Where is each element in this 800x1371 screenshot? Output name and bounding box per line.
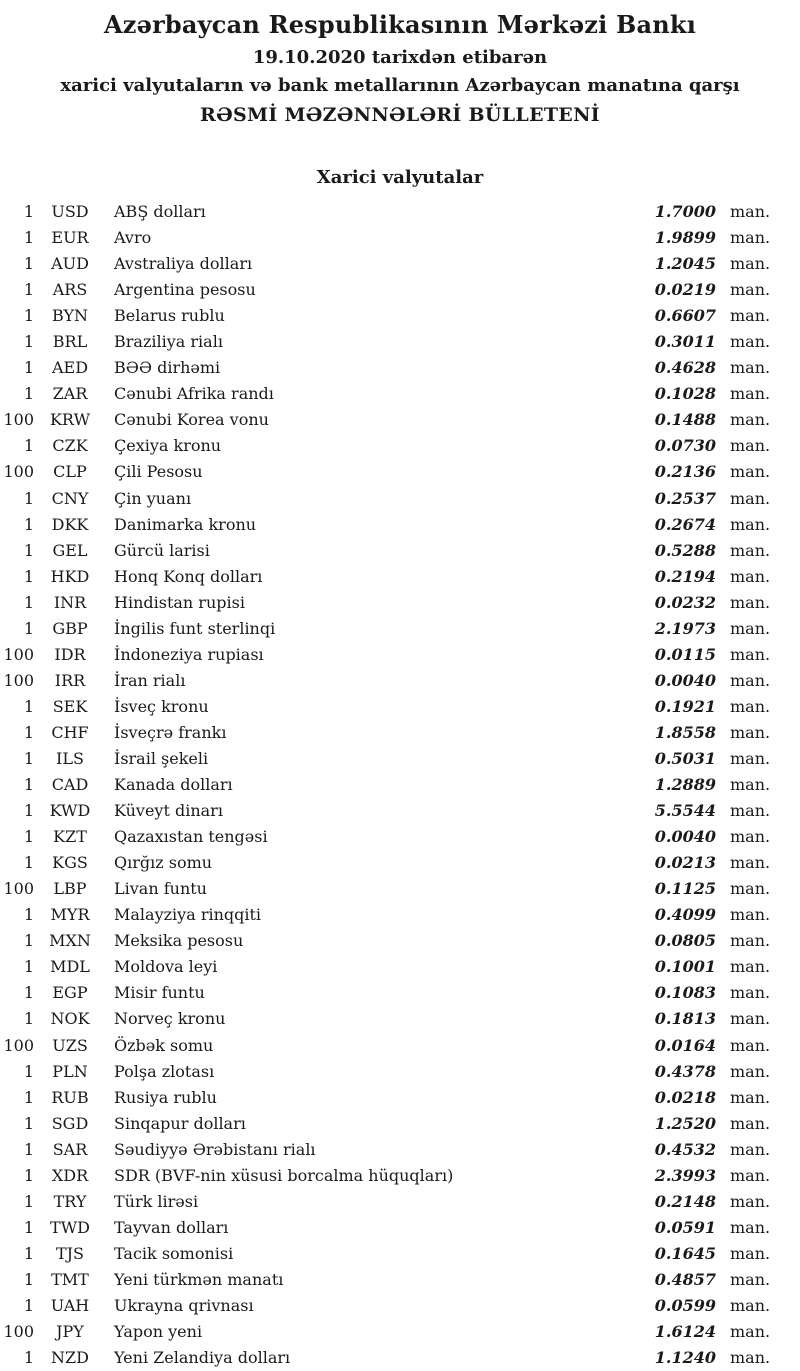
currency-row (0, 1293, 800, 1319)
currency-code: CHF (51, 722, 89, 742)
currency-quantity: 1 (23, 957, 34, 977)
currency-row (0, 1319, 800, 1345)
currency-row (0, 902, 800, 928)
currency-unit-label: man. (730, 1295, 771, 1315)
currency-rate: 1.9899 (654, 228, 716, 248)
currency-row (0, 199, 800, 225)
currency-unit-label: man. (730, 254, 771, 274)
currency-quantity: 100 (3, 644, 34, 664)
currency-unit-label: man. (730, 332, 771, 352)
currency-quantity: 1 (23, 1165, 34, 1185)
currency-code: GEL (52, 540, 88, 560)
currency-unit-label: man. (730, 410, 771, 430)
currency-row (0, 1006, 800, 1032)
currency-row (0, 1033, 800, 1059)
currency-row (0, 1085, 800, 1111)
currency-quantity: 100 (3, 462, 34, 482)
currency-row (0, 329, 800, 355)
currency-row (0, 1345, 800, 1371)
currency-unit-label: man. (730, 983, 771, 1003)
currency-code: NZD (51, 1348, 89, 1368)
currency-rate: 0.5288 (654, 540, 716, 560)
currency-name: SDR (BVF-nin xüsusi borcalma hüquqları) (114, 1165, 454, 1185)
currency-unit-label: man. (730, 827, 771, 847)
currency-row (0, 1189, 800, 1215)
currency-row (0, 980, 800, 1006)
currency-row (0, 1163, 800, 1189)
currency-quantity: 1 (23, 1009, 34, 1029)
currency-name: Malayziya rinqqiti (114, 905, 262, 925)
currency-row (0, 954, 800, 980)
currency-code: ILS (56, 748, 84, 768)
currency-code: JPY (56, 1322, 84, 1342)
currency-quantity: 1 (23, 1139, 34, 1159)
currency-quantity: 100 (3, 1035, 34, 1055)
currency-unit-label: man. (730, 384, 771, 404)
currency-code: IRR (54, 670, 86, 690)
currency-code: BRL (52, 332, 88, 352)
currency-name: Danimarka kronu (114, 514, 257, 534)
currency-rate: 1.2520 (654, 1113, 716, 1133)
bank-title: Azərbaycan Respublikasının Mərkəzi Bankı (103, 10, 697, 39)
currency-name: Avstraliya dolları (114, 254, 253, 274)
currency-quantity: 1 (23, 332, 34, 352)
currency-code: TJS (55, 1243, 85, 1263)
currency-unit-label: man. (730, 879, 771, 899)
currency-quantity: 1 (23, 1191, 34, 1211)
currency-code: INR (53, 592, 87, 612)
currency-quantity: 1 (23, 827, 34, 847)
currency-rate: 1.6124 (654, 1322, 716, 1342)
currency-name: İngilis funt sterlinqi (114, 618, 276, 638)
currency-code: KGS (52, 853, 88, 873)
currency-rate: 0.2194 (654, 566, 716, 586)
currency-rate: 0.1125 (654, 879, 716, 899)
currency-quantity: 100 (3, 1322, 34, 1342)
currency-code: KRW (49, 410, 91, 430)
currency-name: Belarus rublu (114, 306, 225, 326)
currency-unit-label: man. (730, 358, 771, 378)
currency-row (0, 407, 800, 433)
currency-rate: 2.3993 (654, 1165, 716, 1185)
currency-code: MDL (50, 957, 90, 977)
currency-code: DKK (51, 514, 89, 534)
currency-rate: 0.0164 (654, 1035, 716, 1055)
currency-code: KWD (49, 801, 91, 821)
currency-unit-label: man. (730, 670, 771, 690)
currency-code: UZS (52, 1035, 88, 1055)
currency-rate: 0.4628 (654, 358, 716, 378)
currency-unit-label: man. (730, 1269, 771, 1289)
currency-code: RUB (51, 1087, 89, 1107)
currency-unit-label: man. (730, 696, 771, 716)
effective-date-line: 19.10.2020 tarixdən etibarən (252, 47, 548, 68)
currency-rate: 0.0040 (654, 670, 716, 690)
currency-unit-label: man. (730, 1035, 771, 1055)
currency-quantity: 1 (23, 228, 34, 248)
currency-rate: 0.0232 (654, 592, 716, 612)
currency-unit-label: man. (730, 1348, 771, 1368)
currency-name: Qırğız somu (114, 853, 213, 873)
currency-unit-label: man. (730, 540, 771, 560)
currency-unit-label: man. (730, 1165, 771, 1185)
currency-name: BƏƏ dirhəmi (114, 358, 221, 378)
currency-code: MXN (49, 931, 91, 951)
bulletin-title: RƏSMİ MƏZƏNNƏLƏRİ BÜLLETENİ (200, 104, 600, 126)
currency-code: ZAR (52, 384, 88, 404)
currency-quantity: 1 (23, 618, 34, 638)
currency-code: HKD (50, 566, 90, 586)
currency-quantity: 1 (23, 1113, 34, 1133)
currency-quantity: 1 (23, 748, 34, 768)
currency-code: KZT (53, 827, 87, 847)
currency-code: SAR (52, 1139, 88, 1159)
currency-name: Gürcü larisi (114, 540, 210, 560)
currency-name: Cənubi Afrika randı (114, 384, 274, 404)
currency-name: İsrail şekeli (114, 748, 209, 768)
currency-unit-label: man. (730, 1322, 771, 1342)
currency-quantity: 1 (23, 1217, 34, 1237)
currency-row (0, 616, 800, 642)
currency-rate: 0.2537 (654, 488, 716, 508)
currency-name: İsveç kronu (114, 696, 209, 716)
currency-unit-label: man. (730, 280, 771, 300)
currency-row (0, 850, 800, 876)
section-title-foreign-currencies: Xarici valyutalar (316, 167, 484, 188)
currency-quantity: 100 (3, 410, 34, 430)
currency-quantity: 1 (23, 1243, 34, 1263)
currency-unit-label: man. (730, 566, 771, 586)
currency-code: MYR (50, 905, 90, 925)
currency-rate: 0.3011 (654, 332, 716, 352)
currency-quantity: 1 (23, 722, 34, 742)
currency-code: XDR (51, 1165, 89, 1185)
bulletin-header (0, 0, 800, 130)
currency-code: CAD (51, 775, 89, 795)
currency-name: Ukrayna qrivnası (114, 1295, 254, 1315)
currency-unit-label: man. (730, 957, 771, 977)
currency-unit-label: man. (730, 202, 771, 221)
currency-quantity: 100 (3, 879, 34, 899)
currency-name: Avro (114, 228, 152, 248)
currency-unit-label: man. (730, 905, 771, 925)
currency-name: Braziliya rialı (114, 332, 223, 352)
currency-rate: 1.7000 (654, 202, 716, 221)
currency-code: TWD (50, 1217, 90, 1237)
currency-name: Tayvan dolları (114, 1217, 229, 1237)
currency-row (0, 876, 800, 902)
currency-row (0, 277, 800, 303)
currency-name: Özbək somu (114, 1035, 214, 1055)
currency-row (0, 720, 800, 746)
currency-rate: 0.1488 (654, 410, 716, 430)
currency-name: Çin yuanı (114, 488, 192, 508)
currency-unit-label: man. (730, 748, 771, 768)
currency-quantity: 1 (23, 1087, 34, 1107)
currency-code: LBP (53, 879, 87, 899)
currency-quantity: 1 (23, 931, 34, 951)
currency-row (0, 772, 800, 798)
currency-row (0, 642, 800, 668)
currency-name: Livan funtu (114, 879, 207, 899)
currency-unit-label: man. (730, 1113, 771, 1133)
currency-code: EGP (52, 983, 88, 1003)
currency-name: Cənubi Korea vonu (114, 410, 269, 430)
currency-row (0, 1267, 800, 1293)
currency-name: Yeni Zelandiya dolları (114, 1348, 291, 1368)
scope-line: xarici valyutaların və bank metallarının Azərbaycan manatına qarşı (60, 75, 740, 96)
currency-unit-label: man. (730, 775, 771, 795)
currency-unit-label: man. (730, 1217, 771, 1237)
currency-quantity: 1 (23, 436, 34, 456)
currency-quantity: 1 (23, 1269, 34, 1289)
currency-unit-label: man. (730, 1087, 771, 1107)
currency-code: CNY (51, 488, 89, 508)
currency-row (0, 381, 800, 407)
currency-unit-label: man. (730, 644, 771, 664)
currency-rate: 0.0218 (654, 1087, 716, 1107)
currency-code: BYN (51, 306, 89, 326)
currency-quantity: 1 (23, 540, 34, 560)
currency-quantity: 1 (23, 1348, 34, 1368)
currency-quantity: 1 (23, 592, 34, 612)
currency-name: Çexiya kronu (114, 436, 222, 456)
currency-name: Sinqapur dolları (114, 1113, 246, 1133)
currency-rate: 0.0040 (654, 827, 716, 847)
currency-row (0, 798, 800, 824)
currency-unit-label: man. (730, 514, 771, 534)
currency-name: Honq Konq dolları (114, 566, 263, 586)
currency-name: Meksika pesosu (114, 931, 244, 951)
currency-rate: 0.0115 (654, 644, 716, 664)
currency-rate: 0.5031 (654, 748, 716, 768)
currency-row (0, 824, 800, 850)
currency-quantity: 1 (23, 801, 34, 821)
currency-quantity: 1 (23, 384, 34, 404)
currency-rate: 0.1028 (654, 384, 716, 404)
currency-row (0, 668, 800, 694)
currency-row (0, 746, 800, 772)
currency-unit-label: man. (730, 1061, 771, 1081)
currency-rate: 0.4099 (654, 905, 716, 925)
currency-quantity: 1 (23, 1295, 34, 1315)
currency-row (0, 355, 800, 381)
currency-unit-label: man. (730, 436, 771, 456)
currency-name: Moldova leyi (114, 957, 218, 977)
currency-code: USD (51, 202, 89, 221)
currency-code: SGD (51, 1113, 89, 1133)
currency-quantity: 1 (23, 983, 34, 1003)
currency-name: Norveç kronu (114, 1009, 226, 1029)
currency-quantity: 1 (23, 905, 34, 925)
currency-rate: 0.2674 (654, 514, 716, 534)
currency-name: İran rialı (114, 670, 186, 690)
currency-row (0, 1215, 800, 1241)
currency-rate: 0.0219 (654, 280, 716, 300)
currency-name: İndoneziya rupiası (114, 644, 264, 664)
currency-rate: 2.1973 (654, 618, 716, 638)
currency-code: TRY (53, 1191, 87, 1211)
currency-rate: 0.4857 (654, 1269, 716, 1289)
currency-rate: 0.1001 (654, 957, 716, 977)
currency-quantity: 1 (23, 853, 34, 873)
currency-rate: 0.2136 (654, 462, 716, 482)
currency-name: Hindistan rupisi (114, 592, 245, 612)
currency-unit-label: man. (730, 1191, 771, 1211)
currency-unit-label: man. (730, 462, 771, 482)
currency-rate: 0.0591 (654, 1217, 716, 1237)
currency-row (0, 538, 800, 564)
currency-unit-label: man. (730, 853, 771, 873)
currency-unit-label: man. (730, 618, 771, 638)
currency-quantity: 1 (23, 566, 34, 586)
currency-code: EUR (51, 228, 89, 248)
currency-code: CZK (52, 436, 88, 456)
currency-unit-label: man. (730, 488, 771, 508)
currency-rate: 0.1813 (654, 1009, 716, 1029)
currency-row (0, 303, 800, 329)
currency-rate: 0.0213 (654, 853, 716, 873)
currency-rate: 5.5544 (654, 801, 716, 821)
currency-row (0, 251, 800, 277)
currency-code: SEK (52, 696, 88, 716)
currency-name: Yeni türkmən manatı (114, 1269, 284, 1289)
currency-code: AED (51, 358, 89, 378)
currency-code: GBP (52, 618, 88, 638)
currency-name: Tacik somonisi (114, 1243, 234, 1263)
currency-quantity: 1 (23, 254, 34, 274)
currency-name: Rusiya rublu (114, 1087, 217, 1107)
currency-quantity: 100 (3, 670, 34, 690)
currency-row (0, 225, 800, 251)
currency-quantity: 1 (23, 775, 34, 795)
currency-row (0, 694, 800, 720)
currency-unit-label: man. (730, 1139, 771, 1159)
currency-row (0, 486, 800, 512)
currency-unit-label: man. (730, 228, 771, 248)
currency-quantity: 1 (23, 358, 34, 378)
currency-name: Misir funtu (114, 983, 205, 1003)
currency-rate: 0.0599 (654, 1295, 716, 1315)
currency-rate: 1.2045 (654, 254, 716, 274)
currency-name: Polşa zlotası (114, 1061, 215, 1081)
currency-rate: 0.0730 (654, 436, 716, 456)
currency-code: UAH (50, 1295, 90, 1315)
exchange-rates-table (0, 199, 800, 1371)
currency-code: ARS (52, 280, 88, 300)
currency-rate: 1.8558 (654, 722, 716, 742)
currency-quantity: 1 (23, 514, 34, 534)
currency-row (0, 1137, 800, 1163)
currency-row (0, 928, 800, 954)
currency-row (0, 590, 800, 616)
currency-name: Çili Pesosu (114, 462, 203, 482)
currency-name: Küveyt dinarı (114, 801, 223, 821)
currency-quantity: 1 (23, 696, 34, 716)
currency-row (0, 1111, 800, 1137)
currency-quantity: 1 (23, 488, 34, 508)
currency-code: IDR (54, 644, 86, 664)
currency-rate: 0.4378 (654, 1061, 716, 1081)
currency-rate: 0.2148 (654, 1191, 716, 1211)
currency-unit-label: man. (730, 1243, 771, 1263)
currency-rate: 0.1921 (654, 696, 716, 716)
currency-name: ABŞ dolları (114, 202, 206, 221)
currency-unit-label: man. (730, 592, 771, 612)
currency-quantity: 1 (23, 280, 34, 300)
currency-name: Türk lirəsi (114, 1191, 199, 1211)
currency-name: Yapon yeni (114, 1322, 203, 1342)
currency-code: TMT (51, 1269, 89, 1289)
currency-name: Səudiyyə Ərəbistanı rialı (114, 1139, 316, 1159)
currency-quantity: 1 (23, 306, 34, 326)
currency-row (0, 564, 800, 590)
currency-row (0, 1241, 800, 1267)
currency-name: Argentina pesosu (114, 280, 256, 300)
currency-quantity: 1 (23, 202, 34, 221)
currency-quantity: 1 (23, 1061, 34, 1081)
currency-row (0, 433, 800, 459)
currency-unit-label: man. (730, 722, 771, 742)
currency-code: NOK (50, 1009, 90, 1029)
currency-rate: 0.1645 (654, 1243, 716, 1263)
currency-code: CLP (53, 462, 87, 482)
currency-code: PLN (52, 1061, 88, 1081)
currency-rate: 0.0805 (654, 931, 716, 951)
currency-row (0, 512, 800, 538)
currency-code: AUD (51, 254, 89, 274)
currency-rate: 0.6607 (654, 306, 716, 326)
currency-rate: 0.1083 (654, 983, 716, 1003)
currency-name: Kanada dolları (114, 775, 233, 795)
currency-rate: 0.4532 (654, 1139, 716, 1159)
currency-unit-label: man. (730, 801, 771, 821)
currency-unit-label: man. (730, 931, 771, 951)
currency-rate: 1.2889 (654, 775, 716, 795)
currency-name: İsveçrə frankı (114, 722, 227, 742)
currency-rate: 1.1240 (654, 1348, 716, 1368)
currency-unit-label: man. (730, 306, 771, 326)
currency-name: Qazaxıstan tengəsi (114, 827, 268, 847)
currency-row (0, 459, 800, 485)
currency-unit-label: man. (730, 1009, 771, 1029)
currency-row (0, 1059, 800, 1085)
